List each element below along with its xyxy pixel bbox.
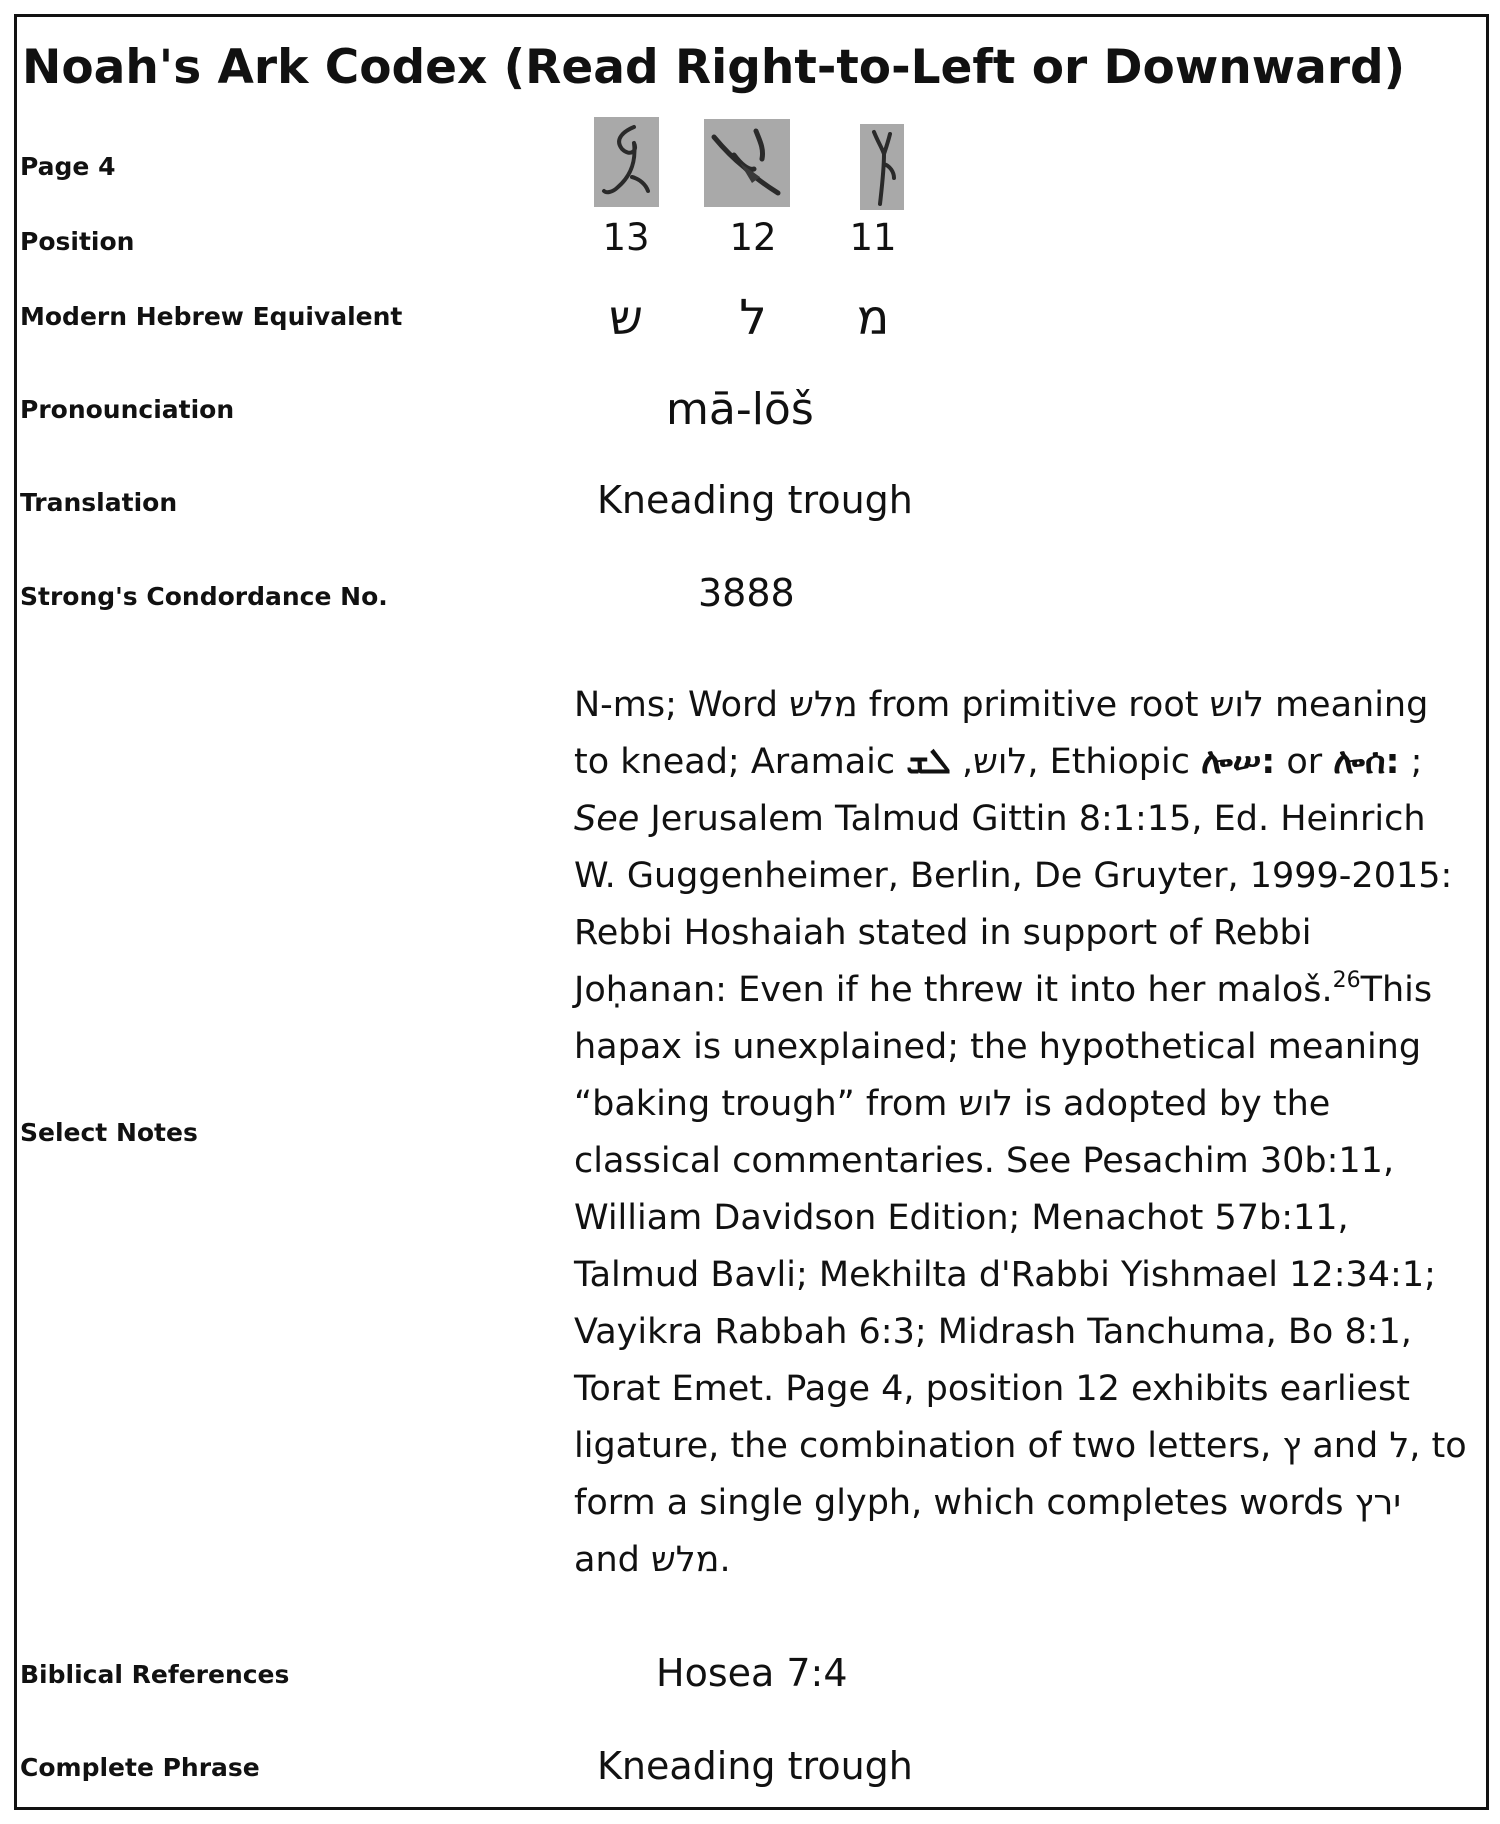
syriac-word: ܠܫ xyxy=(906,742,951,782)
strongs-number-value: 3888 xyxy=(698,571,795,615)
label-modern-hebrew: Modern Hebrew Equivalent xyxy=(20,302,403,331)
ethiopic-word-2: ሎሰ: xyxy=(1333,742,1400,782)
biblical-references-value: Hosea 7:4 xyxy=(656,1651,848,1695)
notes-hapax-text: This hapax is unexplained; the hypothetical meaning “baking trough” from לוש is adopted by the classical commentaries. See Pesachim 30b:11, William Davidson Edition; Menachot 57b:11, Talmud Bavli; Mekhilta d'Rabbi Yishmael 12:34:1; Vayikra Rabbah 6:3; Midrash Tanchuma, Bo 8:1, Torat Emet. Page 4, position 12 exhibits earliest ligature, the combination of two letters, ץ and ל, to form a single glyph, which completes words ירץ and מלש. xyxy=(574,970,1467,1580)
hebrew-letter-shin: ש xyxy=(608,290,643,346)
translation-value: Kneading trough xyxy=(597,478,913,522)
page-title: Noah's Ark Codex (Read Right-to-Left or Downward) xyxy=(22,40,1406,95)
label-strongs: Strong's Condordance No. xyxy=(20,582,388,611)
label-translation: Translation xyxy=(20,488,178,517)
notes-ethiopic-label: , Ethiopic xyxy=(1027,742,1190,782)
notes-talmud-citation: Jerusalem Talmud Gittin 8:1:15, Ed. Heinrich W. Guggenheimer, Berlin, De Gruyter, 1999-2015: Rebbi Hoshaiah stated in support of Rebbi Joḥanan: Even if he threw it into her maloš. xyxy=(574,799,1453,1010)
position-12: 12 xyxy=(729,216,777,259)
notes-separator: ; xyxy=(1399,742,1423,782)
hebrew-letter-mem: מ xyxy=(856,290,890,346)
select-notes-text xyxy=(574,677,1474,1589)
hebrew-letter-lamed: ל xyxy=(739,290,767,346)
position-11: 11 xyxy=(849,216,897,259)
notes-see: See xyxy=(574,799,640,839)
notes-intro: N-ms; Word מלש from primitive root לוש meaning to knead; Aramaic לוש, xyxy=(574,685,1429,782)
label-complete-phrase: Complete Phrase xyxy=(20,1753,260,1782)
ancient-glyph-image-11 xyxy=(860,124,904,210)
position-13: 13 xyxy=(602,216,650,259)
label-biblical-references: Biblical References xyxy=(20,1660,290,1689)
ethiopic-word-1: ሎሠ: xyxy=(1201,742,1276,782)
ancient-glyph-image-12 xyxy=(704,119,790,207)
label-position: Position xyxy=(20,227,135,256)
notes-or: or xyxy=(1275,742,1334,782)
pronunciation-value: mā-lōš xyxy=(666,384,814,435)
ancient-glyph-image-13 xyxy=(594,117,659,207)
label-pronunciation: Pronounciation xyxy=(20,395,235,424)
complete-phrase-value: Kneading trough xyxy=(597,1744,913,1788)
footnote-marker: 26 xyxy=(1332,968,1361,993)
label-select-notes: Select Notes xyxy=(20,1118,198,1147)
label-page: Page 4 xyxy=(20,152,116,181)
